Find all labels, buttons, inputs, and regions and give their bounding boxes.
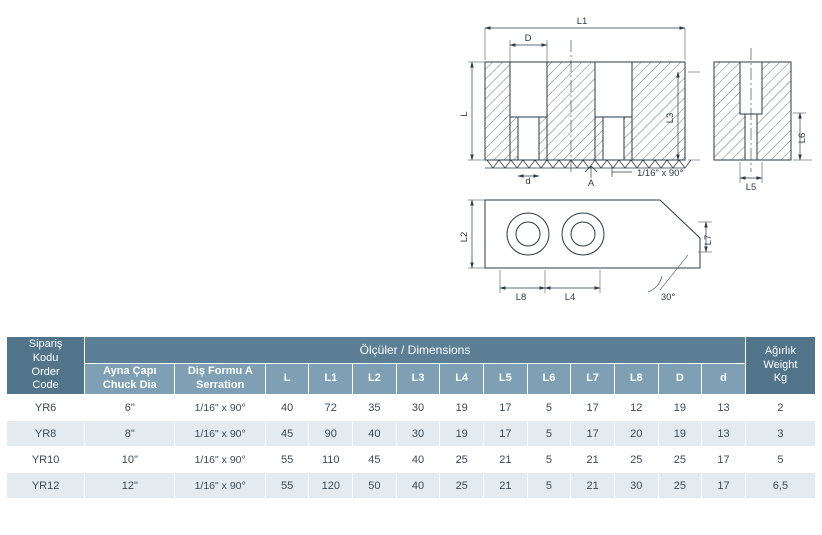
header-col-L5: L5 — [484, 364, 528, 395]
table-header-row-2 — [7, 364, 816, 395]
order-code-line3: Order — [31, 365, 60, 378]
weight-line2: Weight — [763, 358, 798, 371]
serration-line2: Serration — [196, 379, 245, 391]
cell-L2: 35 — [353, 395, 397, 421]
cell-L6: 5 — [527, 395, 571, 421]
cell-d: 13 — [702, 421, 746, 447]
cell-L8: 30 — [614, 473, 658, 499]
cell-L8: 25 — [614, 447, 658, 473]
label-D: D — [524, 33, 532, 44]
order-code-line1: Sipariş — [28, 338, 63, 350]
header-col-L6: L6 — [527, 364, 571, 395]
order-code-line2: Kodu — [32, 351, 59, 364]
cell-L6: 5 — [527, 421, 571, 447]
table-header-row-1 — [7, 337, 816, 364]
table-row — [7, 395, 816, 421]
header-weight — [745, 337, 815, 395]
header-col-d: d — [702, 364, 746, 395]
cell-code: YR6 — [7, 395, 85, 421]
header-dimensions: Ölçüler / Dimensions — [85, 337, 746, 364]
label-angle: 30° — [660, 292, 676, 303]
cell-L7: 21 — [571, 473, 615, 499]
header-serration — [175, 364, 265, 395]
table-row — [7, 447, 816, 473]
weight-line1: Ağırlık — [764, 344, 797, 357]
cell-L3: 30 — [396, 395, 440, 421]
header-order-code — [7, 337, 85, 395]
cell-chuck-dia: 12" — [85, 473, 175, 499]
cell-L: 55 — [265, 447, 309, 473]
cell-weight: 3 — [745, 421, 815, 447]
serration-line1: Diş Formu A — [187, 365, 253, 378]
cell-L7: 17 — [571, 421, 615, 447]
cell-L5: 17 — [484, 421, 528, 447]
header-col-L8: L8 — [614, 364, 658, 395]
order-code-line4: Code — [32, 379, 59, 392]
header-col-L1: L1 — [309, 364, 353, 395]
cell-L3: 40 — [396, 473, 440, 499]
cell-L: 45 — [265, 421, 309, 447]
header-col-D: D — [658, 364, 702, 395]
cell-L3: 40 — [396, 447, 440, 473]
cell-D: 19 — [658, 395, 702, 421]
cell-chuck-dia: 6" — [85, 395, 175, 421]
cell-chuck-dia: 10" — [85, 447, 175, 473]
cell-L5: 21 — [484, 447, 528, 473]
cell-L1: 90 — [309, 421, 353, 447]
label-L6: L6 — [797, 132, 808, 144]
label-d: d — [525, 176, 531, 187]
table-body — [7, 395, 816, 499]
cell-L5: 17 — [484, 395, 528, 421]
cell-L4: 25 — [440, 473, 484, 499]
header-chuck-dia — [85, 364, 175, 395]
header-col-L7: L7 — [571, 364, 615, 395]
cell-weight: 6,5 — [745, 473, 815, 499]
label-L2: L2 — [459, 231, 470, 243]
cell-L3: 30 — [396, 421, 440, 447]
cell-L: 40 — [265, 395, 309, 421]
header-col-L4: L4 — [440, 364, 484, 395]
cell-D: 25 — [658, 447, 702, 473]
weight-line3: Kg — [773, 372, 788, 385]
cell-L5: 21 — [484, 473, 528, 499]
cell-L4: 19 — [440, 421, 484, 447]
cell-weight: 2 — [745, 395, 815, 421]
label-L: L — [459, 111, 470, 117]
chuck-dia-line2: Chuck Dia — [102, 379, 157, 391]
label-L4: L4 — [564, 292, 576, 303]
cell-code: YR8 — [7, 421, 85, 447]
cell-d: 13 — [702, 395, 746, 421]
label-L8: L8 — [515, 292, 527, 303]
table-row — [7, 421, 816, 447]
table-row — [7, 473, 816, 499]
cell-d: 17 — [702, 473, 746, 499]
cell-serration: 1/16" x 90° — [175, 473, 265, 499]
cell-L: 55 — [265, 473, 309, 499]
cell-L4: 19 — [440, 395, 484, 421]
cell-weight: 5 — [745, 447, 815, 473]
cell-L7: 17 — [571, 395, 615, 421]
header-col-L3: L3 — [396, 364, 440, 395]
cell-serration: 1/16" x 90° — [175, 447, 265, 473]
cell-L8: 12 — [614, 395, 658, 421]
cell-code: YR10 — [7, 447, 85, 473]
label-A: A — [587, 178, 595, 189]
label-L7: L7 — [703, 234, 714, 246]
cell-L2: 45 — [353, 447, 397, 473]
cell-code: YR12 — [7, 473, 85, 499]
cell-L8: 20 — [614, 421, 658, 447]
cell-L2: 50 — [353, 473, 397, 499]
cell-L6: 5 — [527, 473, 571, 499]
label-serration: 1/16" x 90° — [637, 168, 684, 179]
cell-serration: 1/16" x 90° — [175, 395, 265, 421]
chuck-dia-line1: Ayna Çapı — [103, 365, 157, 378]
cell-chuck-dia: 8" — [85, 421, 175, 447]
header-col-L2: L2 — [353, 364, 397, 395]
label-L5: L5 — [745, 182, 757, 193]
cell-L1: 120 — [309, 473, 353, 499]
header-col-L: L — [265, 364, 309, 395]
cell-L2: 40 — [353, 421, 397, 447]
label-L3: L3 — [665, 112, 676, 124]
cell-d: 17 — [702, 447, 746, 473]
cell-L7: 21 — [571, 447, 615, 473]
cell-D: 19 — [658, 421, 702, 447]
cell-L4: 25 — [440, 447, 484, 473]
cell-L1: 110 — [309, 447, 353, 473]
cell-L6: 5 — [527, 447, 571, 473]
cell-L1: 72 — [309, 395, 353, 421]
specifications-table — [6, 336, 816, 499]
cell-D: 25 — [658, 473, 702, 499]
cell-serration: 1/16" x 90° — [175, 421, 265, 447]
label-L1: L1 — [576, 16, 588, 27]
